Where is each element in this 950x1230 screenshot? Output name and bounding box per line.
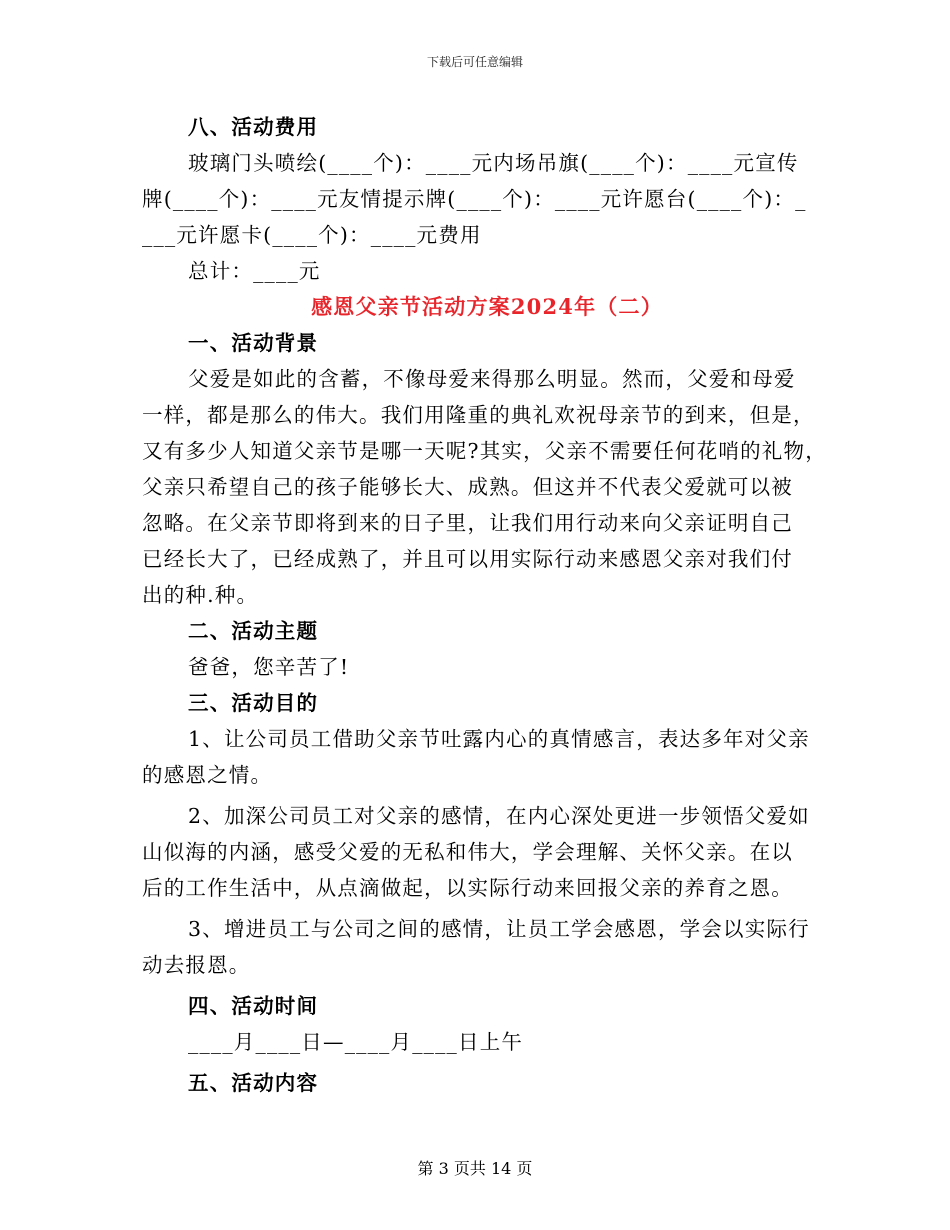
section-heading-background: 一、活动背景 (188, 331, 319, 355)
section-heading-theme: 二、活动主题 (188, 619, 319, 643)
theme-text: 爸爸，您辛苦了! (188, 655, 350, 679)
section-heading-content: 五、活动内容 (188, 1071, 319, 1095)
paragraph-line: 忽略。在父亲节即将到来的日子里，让我们用行动来向父亲证明自己 (142, 511, 793, 535)
paragraph-line: 的感恩之情。 (142, 763, 273, 787)
section-heading-purpose: 三、活动目的 (188, 691, 319, 715)
document-body (142, 109, 827, 1101)
paragraph-line: 山似海的内涵，感受父爱的无私和伟大，学会理解、关怀父亲。在以 (142, 840, 793, 864)
paragraph-line: 又有多少人知道父亲节是哪一天呢?其实，父亲不需要任何花哨的礼物， (142, 439, 827, 463)
header-note: 下载后可任意编辑 (426, 55, 523, 69)
paragraph-line: 后的工作生活中，从点滴做起，以实际行动来回报父亲的养育之恩。 (142, 876, 793, 900)
paragraph-line: 一样，都是那么的伟大。我们用隆重的典礼欢祝母亲节的到来，但是， (142, 403, 815, 427)
page-number: 第 3 页共 14 页 (417, 1159, 533, 1178)
paragraph-line: ___元许愿卡(____个)：____元费用 (142, 223, 482, 247)
paragraph-line: 2、加深公司员工对父亲的感情，在内心深处更进一步领悟父爱如 (188, 804, 810, 828)
paragraph-line: 出的种.种。 (142, 583, 259, 607)
paragraph-line: 牌(____个)：____元友情提示牌(____个)：____元许愿台(____个)：_ (142, 187, 807, 211)
cost-total: 总计：____元 (188, 259, 321, 283)
paragraph-line: 1、让公司员工借助父亲节吐露内心的真情感言，表达多年对父亲 (188, 727, 810, 751)
paragraph-line: 动去报恩。 (142, 953, 251, 977)
document-title: 感恩父亲节活动方案2024年（二） (311, 294, 663, 319)
time-text: ____月____日—____月____日上午 (188, 1030, 524, 1054)
paragraph-line: 父亲只希望自己的孩子能够长大、成熟。但这并不代表父爱就可以被 (142, 475, 793, 499)
paragraph-line: 玻璃门头喷绘(____个)：____元内场吊旗(____个)：____元宣传 (188, 151, 799, 175)
paragraph-line: 父爱是如此的含蓄，不像母爱来得那么明显。然而，父爱和母爱 (188, 367, 796, 391)
section-heading-time: 四、活动时间 (188, 994, 319, 1018)
paragraph-line: 已经长大了，已经成熟了，并且可以用实际行动来感恩父亲对我们付 (142, 547, 793, 571)
section-heading-costs: 八、活动费用 (188, 115, 319, 139)
paragraph-line: 3、增进员工与公司之间的感情，让员工学会感恩，学会以实际行 (188, 917, 810, 941)
